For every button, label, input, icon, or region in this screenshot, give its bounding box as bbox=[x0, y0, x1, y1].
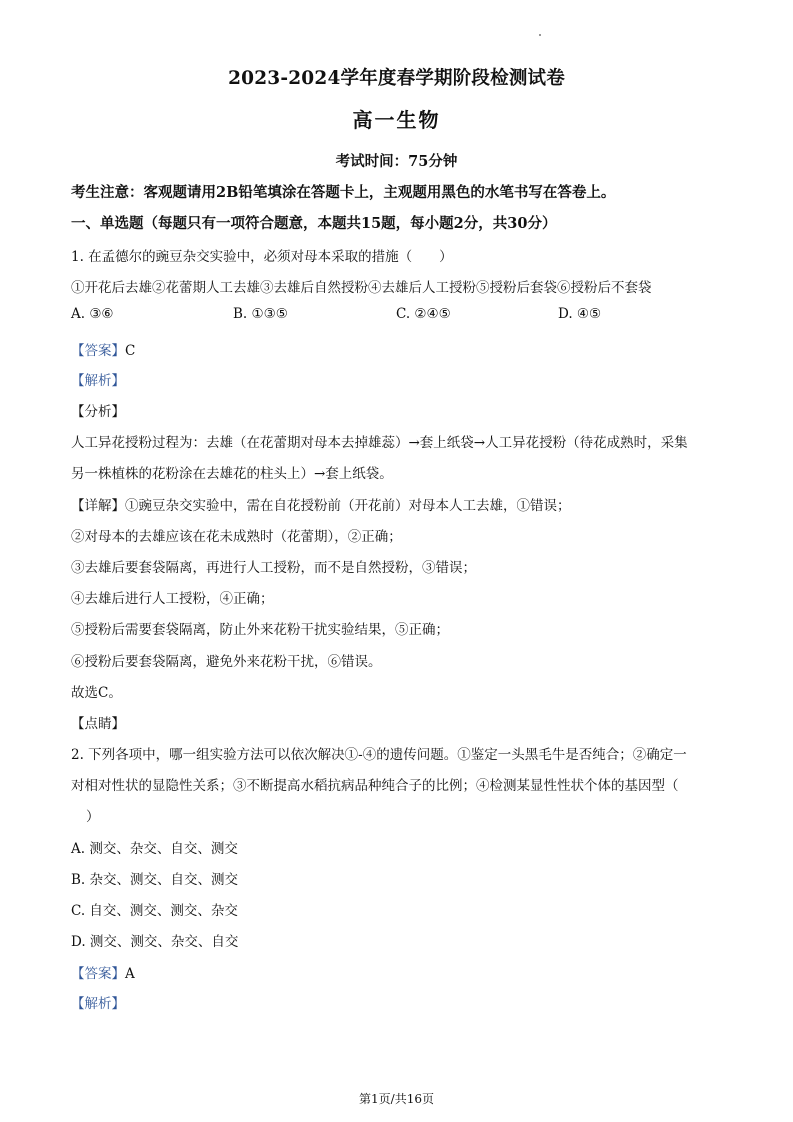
exam-title: 2023-2024学年度春学期阶段检测试卷 bbox=[228, 68, 565, 89]
detail-text: ①豌豆杂交实验中，需在自花授粉前（开花前）对母本人工去雄，①错误； bbox=[125, 498, 571, 514]
answer-value: C bbox=[125, 343, 136, 359]
answer-value: A bbox=[125, 966, 135, 982]
q1-option-b: B. ①③⑤ bbox=[233, 306, 288, 322]
section-heading: 一、单选题（每题只有一项符合题意，本题共15题，每小题2分，共30分） bbox=[71, 215, 557, 232]
jiexi-tag: 【解析】 bbox=[71, 996, 125, 1012]
answer-tag: 【答案】 bbox=[71, 343, 125, 359]
q1-option-c: C. ②④⑤ bbox=[396, 306, 451, 322]
q2-stem: ） bbox=[86, 809, 100, 825]
q2-option-d: D. 测交、测交、杂交、自交 bbox=[71, 934, 239, 950]
jiexi-tag: 【解析】 bbox=[71, 373, 125, 389]
q2-answer bbox=[71, 962, 135, 982]
subject-title: 高一生物 bbox=[352, 108, 441, 132]
q2-option-c: C. 自交、测交、测交、杂交 bbox=[71, 903, 238, 919]
detail-line: ⑥授粉后要套袋隔离，避免外来花粉干扰，⑥错误。 bbox=[71, 654, 382, 670]
answer-tag: 【答案】 bbox=[71, 966, 125, 982]
conclusion: 故选C。 bbox=[71, 685, 122, 701]
q2-stem: 对相对性状的显隐性关系；③不断提高水稻抗病品种纯合子的比例；④检测某显性性状个体的基因型（ bbox=[71, 778, 679, 794]
fenxi-tag: 【分析】 bbox=[71, 404, 125, 420]
q1-option-d: D. ④⑤ bbox=[558, 306, 602, 322]
scan-dot bbox=[539, 34, 541, 36]
exam-time: 考试时间：75分钟 bbox=[335, 153, 458, 170]
detail-line: ④去雄后进行人工授粉，④正确； bbox=[71, 591, 274, 607]
detail-line: ②对母本的去雄应该在花未成熟时（花蕾期），②正确； bbox=[71, 529, 402, 545]
q2-option-b: B. 杂交、测交、自交、测交 bbox=[71, 872, 239, 888]
detail-tag: 【详解】 bbox=[71, 498, 125, 514]
q1-stem: 1. 在孟德尔的豌豆杂交实验中，必须对母本采取的措施（ ） bbox=[71, 249, 453, 265]
analysis-line: 另一株植株的花粉涂在去雄花的柱头上）→套上纸袋。 bbox=[71, 466, 393, 482]
q1-items: ①开花后去雄②花蕾期人工去雄③去雄后自然授粉④去雄后人工授粉⑤授粉后套袋⑥授粉后不套袋 bbox=[71, 280, 652, 296]
q1-answer bbox=[71, 339, 135, 359]
detail-line: ⑤授粉后需要套袋隔离，防止外来花粉干扰实验结果，⑤正确； bbox=[71, 622, 449, 638]
q2-stem: 2. 下列各项中，哪一组实验方法可以依次解决①-④的遗传问题。①鉴定一头黑毛牛是否纯合；②确定一 bbox=[71, 747, 687, 763]
exam-notice: 考生注意：客观题请用2B铅笔填涂在答题卡上，主观题用黑色的水笔书写在答卷上。 bbox=[71, 184, 616, 201]
dianjing-tag: 【点睛】 bbox=[71, 716, 125, 732]
q1-option-a: A. ③⑥ bbox=[71, 306, 114, 322]
q2-option-a: A. 测交、杂交、自交、测交 bbox=[71, 841, 238, 857]
page-footer: 第1页/共16页 bbox=[359, 1092, 434, 1106]
detail-line: ③去雄后要套袋隔离，再进行人工授粉，而不是自然授粉，③错误； bbox=[71, 560, 476, 576]
analysis-line: 人工异花授粉过程为：去雄（在花蕾期对母本去掉雄蕊）→套上纸袋→人工异花授粉（待花成熟时，采集 bbox=[71, 435, 688, 451]
detail-line bbox=[71, 494, 571, 514]
